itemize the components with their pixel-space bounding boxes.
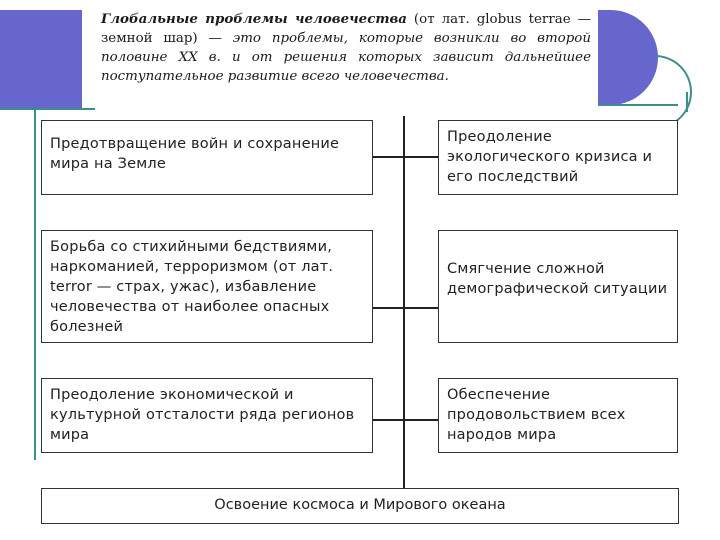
problem-text: Преодоление экономической и культурной отсталости ряда регионов мира	[50, 387, 355, 443]
slide-decoration-left-line	[34, 110, 36, 460]
slide-decoration-right-rule	[598, 104, 678, 106]
slide-decoration-left-rule	[0, 108, 95, 110]
slide-decoration-left	[0, 10, 82, 110]
problem-text: Освоение космоса и Мирового океана	[214, 497, 506, 513]
problem-text: Борьба со стихийными бедствиями, наркоманией, терроризмом (от лат. terror — страх, ужас), избавление человечества от наиболее опасных болезней	[50, 239, 334, 335]
definition-paragraph	[97, 8, 595, 112]
problem-box-right-3	[438, 378, 678, 453]
problem-box-bottom	[41, 488, 679, 524]
problem-text: Обеспечение продовольствием всех народов мира	[447, 387, 626, 443]
definition-term: Глобальные проблемы человечества	[101, 11, 407, 27]
problem-text: Смягчение сложной демографической ситуации	[447, 261, 668, 297]
connector-row-2	[373, 307, 438, 309]
problem-box-right-1	[438, 120, 678, 195]
problem-box-right-2	[438, 230, 678, 343]
slide-decoration-right-line	[686, 92, 688, 112]
connector-row-1	[373, 156, 438, 158]
problem-text: Предотвращение войн и сохранение мира на Земле	[50, 136, 340, 172]
problem-box-left-1	[41, 120, 373, 195]
definition-body: это проблемы, которые возникли во второй половине XX в. и от решения которых зависит дальнейшее поступательное развитие всего человечества.	[101, 31, 591, 84]
definition-etymology: (от лат. globus terrae — земной шар) —	[101, 12, 591, 46]
problem-text: Преодоление экологического кризиса и его последствий	[447, 129, 653, 185]
problem-box-left-3	[41, 378, 373, 453]
problem-box-left-2	[41, 230, 373, 343]
connector-row-3	[373, 419, 438, 421]
diagram-trunk-line	[403, 116, 405, 488]
